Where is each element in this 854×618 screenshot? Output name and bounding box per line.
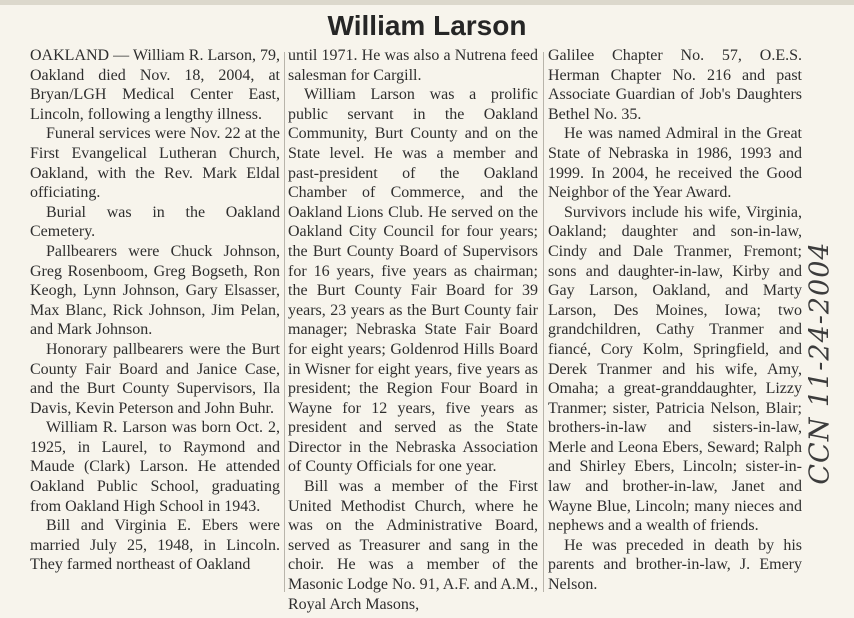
paragraph: Funeral services were Nov. 22 at the First Evangelical Lutheran Church, Oakland, with the Rev. Mark Eldal officiating.	[30, 125, 280, 202]
paragraph: Galilee Chapter No. 57, O.E.S. Herman Chapter No. 216 and past Associate Guardian of Job's Daughters Bethel No. 35.	[548, 47, 802, 123]
paragraph: OAKLAND — William R. Larson, 79, Oakland died Nov. 18, 2004, at Bryan/LGH Medical Center East, Lincoln, following a lengthy illness.	[30, 47, 280, 123]
handwritten-date-note	[800, 241, 840, 485]
paper-edge	[0, 0, 854, 5]
paragraph: Bill was a member of the First United Methodist Church, where he was on the Administrative Board, served as Treasurer and sang in the choir. He was a member of the Masonic Lodge No. 91, A.F. and A.M., Royal Arch Masons,	[288, 478, 538, 613]
column-3	[548, 46, 802, 595]
paragraph: He was named Admiral in the Great State of Nebraska in 1986, 1993 and 1999. In 2004, he received the Good Neighbor of the Year Award.	[548, 125, 802, 202]
column-1	[30, 46, 280, 575]
paragraph: Honorary pallbearers were the Burt County Fair Board and Janice Case, and the Burt County Supervisors, Ila Davis, Kevin Peterson and John Buhr.	[30, 340, 280, 417]
paragraph: Survivors include his wife, Virginia, Oakland; daughter and son-in-law, Cindy and Dale Tranmer, Fremont; sons and daughter-in-law, Kirby and Gay Larson, Oakland, and Marty Larson, Des Moines, Iowa; two grandchildren, Cathy Tranmer and fiancé, Cory Kolm, Springfield, and Derek Tranmer and his wife, Amy, Omaha; a great-granddaughter, Lizzy Tranmer; sister, Patricia Nelson, Blair; brothers-in-law and sisters-in-law, Merle and Leona Ebers, Seward; Ralph and Shirley Ebers, Lincoln; sister-in-law and brother-in-law, Janet and Wayne Blue, Lincoln; many nieces and nephews and a wealth of friends.	[548, 203, 802, 535]
column-divider	[543, 52, 544, 592]
column-2	[288, 46, 538, 614]
handwritten-note-text: CCN 11-24-2004	[804, 241, 836, 485]
paragraph: until 1971. He was also a Nutrena feed salesman for Cargill.	[288, 47, 538, 84]
paragraph: William Larson was a prolific public servant in the Oakland Community, Burt County and on the State level. He was a member and past-president of the Oakland Chamber of Commerce, and the Oakland Lions Club. He served on the Oakland City Council for four years; the Burt County Board of Supervisors for 16 years, five years as chairman; the Burt County Fair Board for 39 years, 23 years as the Burt County fair manager; Nebraska State Fair Board for eight years; Goldenrod Hills Board in Wisner for eight years, five years as president; the Region Four Board in Wayne for 12 years, five years as president and served as the State Director in the Nebraska Association of County Officials for one year.	[288, 86, 538, 476]
obituary-headline: William Larson	[327, 10, 527, 41]
paragraph: Pallbearers were Chuck Johnson, Greg Rosenboom, Greg Bogseth, Ron Keogh, Lynn Johnson, Gary Elsasser, Max Blanc, Rick Johnson, Jim Pelan, and Mark Johnson.	[30, 242, 280, 339]
column-divider	[284, 52, 285, 592]
paragraph: Burial was in the Oakland Cemetery.	[30, 203, 280, 241]
paragraph: Bill and Virginia E. Ebers were married July 25, 1948, in Lincoln. They farmed northeast of Oakland	[30, 517, 280, 574]
paragraph: William R. Larson was born Oct. 2, 1925, in Laurel, to Raymond and Maude (Clark) Larson. He attended Oakland Public School, graduating from Oakland High School in 1943.	[30, 419, 280, 515]
paragraph: He was preceded in death by his parents and brother-in-law, J. Emery Nelson.	[548, 536, 802, 594]
